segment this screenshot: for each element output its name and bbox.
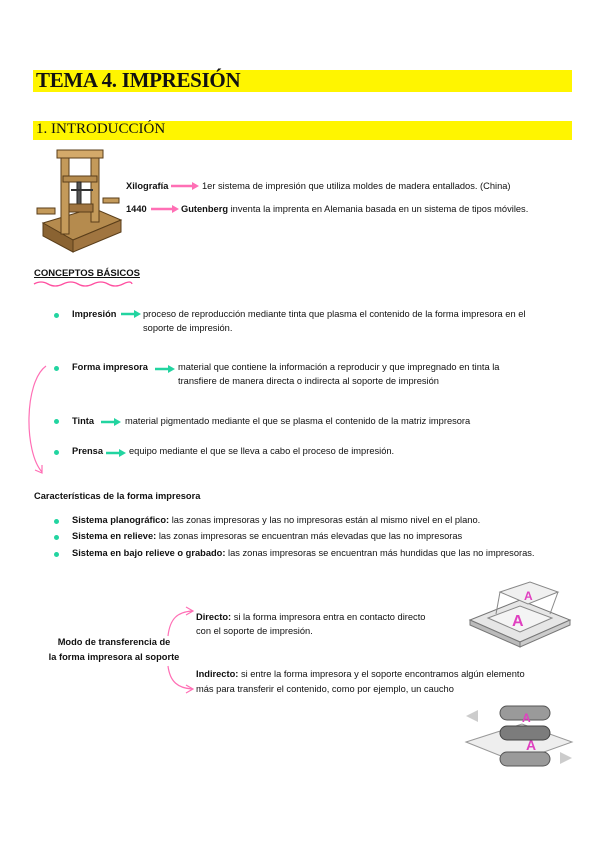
concept-text-impresion-1: proceso de reproducción mediante tinta que plasma el contenido de la forma impresora en el	[143, 309, 526, 319]
concept-term-forma-impresora: Forma impresora	[72, 362, 148, 372]
green-arrow-icon	[154, 364, 176, 374]
page-title: TEMA 4. IMPRESIÓN	[36, 68, 241, 92]
transfer-indirect-line2: más para transferir el contenido, como por ejemplo, un caucho	[196, 684, 454, 694]
characteristic-item	[72, 514, 480, 527]
pink-arrow-icon	[170, 181, 200, 191]
characteristic-item	[72, 530, 462, 543]
svg-text:A: A	[526, 737, 537, 753]
concept-text-prensa: equipo mediante el que se lleva a cabo el proceso de impresión.	[129, 446, 395, 456]
characteristic-text: las zonas impresoras se encuentran más elevadas que las no impresoras	[158, 531, 463, 541]
green-arrow-icon	[120, 309, 142, 319]
section-title: 1. INTRODUCCIÓN	[36, 121, 166, 137]
pink-arrow-icon	[150, 204, 180, 214]
transfer-label-line2: la forma impresora al soporte	[48, 652, 180, 662]
characteristic-text: las zonas impresoras se encuentran más hundidas que las no impresoras.	[228, 548, 535, 558]
pink-curved-arrow-up-icon	[166, 606, 196, 638]
gutenberg-text: inventa la imprenta en Alemania basada en un sistema de tipos móviles.	[230, 204, 529, 214]
transfer-direct-term: Directo:	[196, 612, 232, 622]
concept-term-tinta: Tinta	[72, 416, 95, 426]
transfer-indirect-text: si entre la forma impresora y el soporte encontramos algún elemento	[240, 669, 525, 679]
direct-transfer-illustration	[466, 580, 574, 650]
pink-curved-arrow-icon	[22, 362, 52, 480]
characteristic-term: Sistema en relieve:	[72, 531, 157, 541]
concept-term-prensa: Prensa	[72, 446, 104, 456]
bullet-icon	[54, 552, 59, 557]
bullet-icon	[54, 535, 59, 540]
pink-curved-arrow-down-icon	[166, 664, 196, 694]
bullet-icon	[54, 519, 59, 524]
printing-press-illustration	[33, 148, 125, 258]
concepts-title: CONCEPTOS BÁSICOS	[34, 268, 140, 279]
transfer-label-line1: Modo de transferencia de	[57, 637, 171, 647]
history-term-1440: 1440	[126, 204, 147, 214]
green-arrow-icon	[100, 417, 122, 427]
characteristic-term: Sistema en bajo relieve o grabado:	[72, 548, 226, 558]
svg-text:A: A	[522, 711, 531, 725]
svg-text:A: A	[512, 613, 524, 630]
characteristics-title: Características de la forma impresora	[34, 491, 201, 501]
transfer-direct-line1	[196, 611, 425, 624]
characteristic-text: las zonas impresoras y las no impresoras están al mismo nivel en el plano.	[171, 515, 481, 525]
svg-text:A: A	[524, 589, 533, 603]
transfer-indirect-term: Indirecto:	[196, 669, 239, 679]
history-text-xilografia: 1er sistema de impresión que utiliza moldes de madera entallados. (China)	[202, 181, 511, 191]
indirect-transfer-illustration	[464, 702, 574, 778]
concept-text-forma-2: transfiere de manera directa o indirecta al soporte de impresión	[178, 376, 439, 386]
bullet-icon	[54, 450, 59, 455]
characteristic-term: Sistema planográfico:	[72, 515, 170, 525]
gutenberg-label: Gutenberg	[181, 204, 229, 214]
history-text-1440	[181, 203, 528, 216]
bullet-icon	[54, 366, 59, 371]
concept-term-impresion: Impresión	[72, 309, 117, 319]
concept-text-tinta: material pigmentado mediante el que se plasma el contenido de la matriz impresora	[125, 416, 471, 426]
characteristic-item	[72, 547, 535, 560]
bullet-icon	[54, 313, 59, 318]
green-arrow-icon	[105, 448, 127, 458]
concept-text-forma-1: material que contiene la información a reproducir y que impregnado en tinta la	[178, 362, 500, 372]
concept-text-impresion-2: soporte de impresión.	[143, 323, 233, 333]
bullet-icon	[54, 419, 59, 424]
transfer-indirect-line1	[196, 668, 525, 681]
history-term-xilografia: Xilografía	[126, 181, 169, 191]
transfer-direct-text: si la forma impresora entra en contacto directo	[233, 612, 426, 622]
pink-squiggle-underline	[33, 280, 133, 288]
transfer-direct-line2: con el soporte de impresión.	[196, 626, 313, 636]
